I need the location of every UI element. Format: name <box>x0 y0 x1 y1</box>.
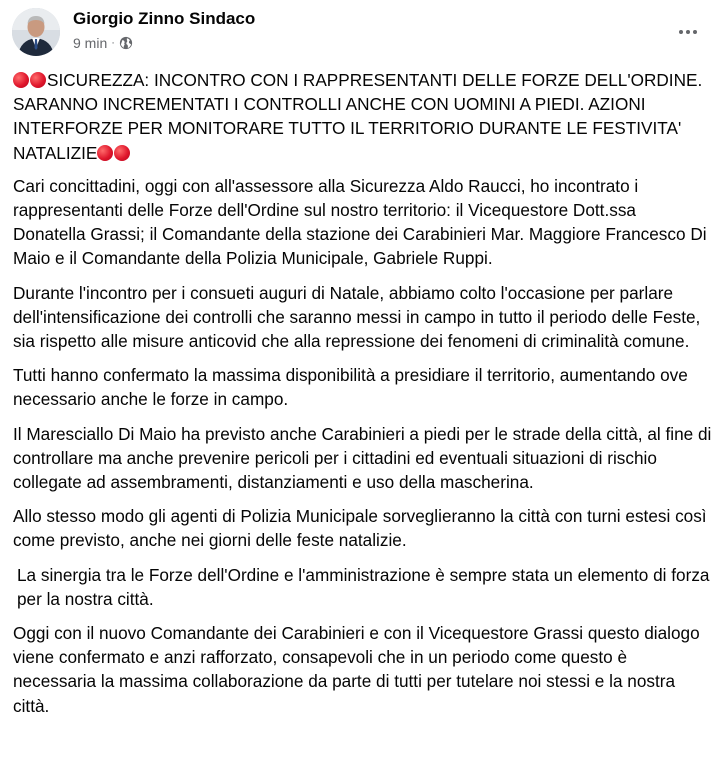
post-paragraph: Durante l'incontro per i consueti auguri di Natale, abbiamo colto l'occasione per parlare dell'intensificazione dei controlli che saranno messi in campo in tutto il periodo delle Feste, sia rispetto alle misure anticovid che alla repressione dei fenomeni di criminalità comune. <box>13 282 701 352</box>
post-paragraph: Tutti hanno confermato la massima disponibilità a presidiare il territorio, aumentando ove necessario anche le forze in campo. <box>13 365 688 410</box>
post-paragraph: La sinergia tra le Forze dell'Ordine e l'amministrazione è sempre stata un elemento di forza per la nostra città. <box>17 564 710 609</box>
red-circle-emoji <box>13 72 29 88</box>
post-paragraph: Il Maresciallo Di Maio ha previsto anche Carabinieri a piedi per le strade della città, al fine di controllare ma anche prevenire pericoli per i cittadini ed eventuali situazioni di rischio collegate ad assembramenti, distanziamenti e uso della mascherina. <box>13 423 712 493</box>
post-paragraph: Allo stesso modo gli agenti di Polizia Municipale sorveglieranno la città con turni estesi così come previsto, anche nei giorni delle feste natalizie. <box>13 506 707 551</box>
post-body <box>13 68 713 728</box>
post-paragraph: Cari concittadini, oggi con all'assessore alla Sicurezza Aldo Raucci, ho incontrato i rappresentanti delle Forze dell'Ordine sul nostro territorio: il Vicequestore Dott.ssa Donatella Grassi; il Comandante della stazione dei Carabinieri Mar. Maggiore Francesco Di Maio e il Comandante della Polizia Municipale, Gabriele Ruppi. <box>13 175 707 269</box>
meta-separator: · <box>111 37 115 49</box>
red-circle-emoji <box>30 72 46 88</box>
headline-text: SICUREZZA: INCONTRO CON I RAPPRESENTANTI DELLE FORZE DELL'ORDINE. SARANNO INCREMENTATI I CONTROLLI ANCHE CON UOMINI A PIEDI. AZIONI INTERFORZE PER MONITORARE TUTTO IL TERRITORIO DURANTE LE FESTIVITA' NATALIZIE <box>13 70 703 163</box>
post-header <box>12 8 714 60</box>
post-meta <box>73 35 133 51</box>
author-name[interactable]: Giorgio Zinno Sindaco <box>73 9 256 28</box>
post-headline <box>13 68 713 165</box>
more-options-icon[interactable] <box>670 14 706 50</box>
globe-icon[interactable] <box>119 36 133 50</box>
post-paragraph: Oggi con il nuovo Comandante dei Carabinieri e con il Vicequestore Grassi questo dialogo viene confermato e anzi rafforzato, consapevoli che in un periodo come questo è necessaria la massima collaborazione da parte di tutti per tutelare noi stessi e la nostra città. <box>13 623 700 716</box>
avatar[interactable] <box>12 8 60 56</box>
red-circle-emoji <box>114 145 130 161</box>
red-circle-emoji <box>97 145 113 161</box>
post-time[interactable]: 9 min <box>73 35 108 51</box>
profile-photo <box>12 8 60 56</box>
